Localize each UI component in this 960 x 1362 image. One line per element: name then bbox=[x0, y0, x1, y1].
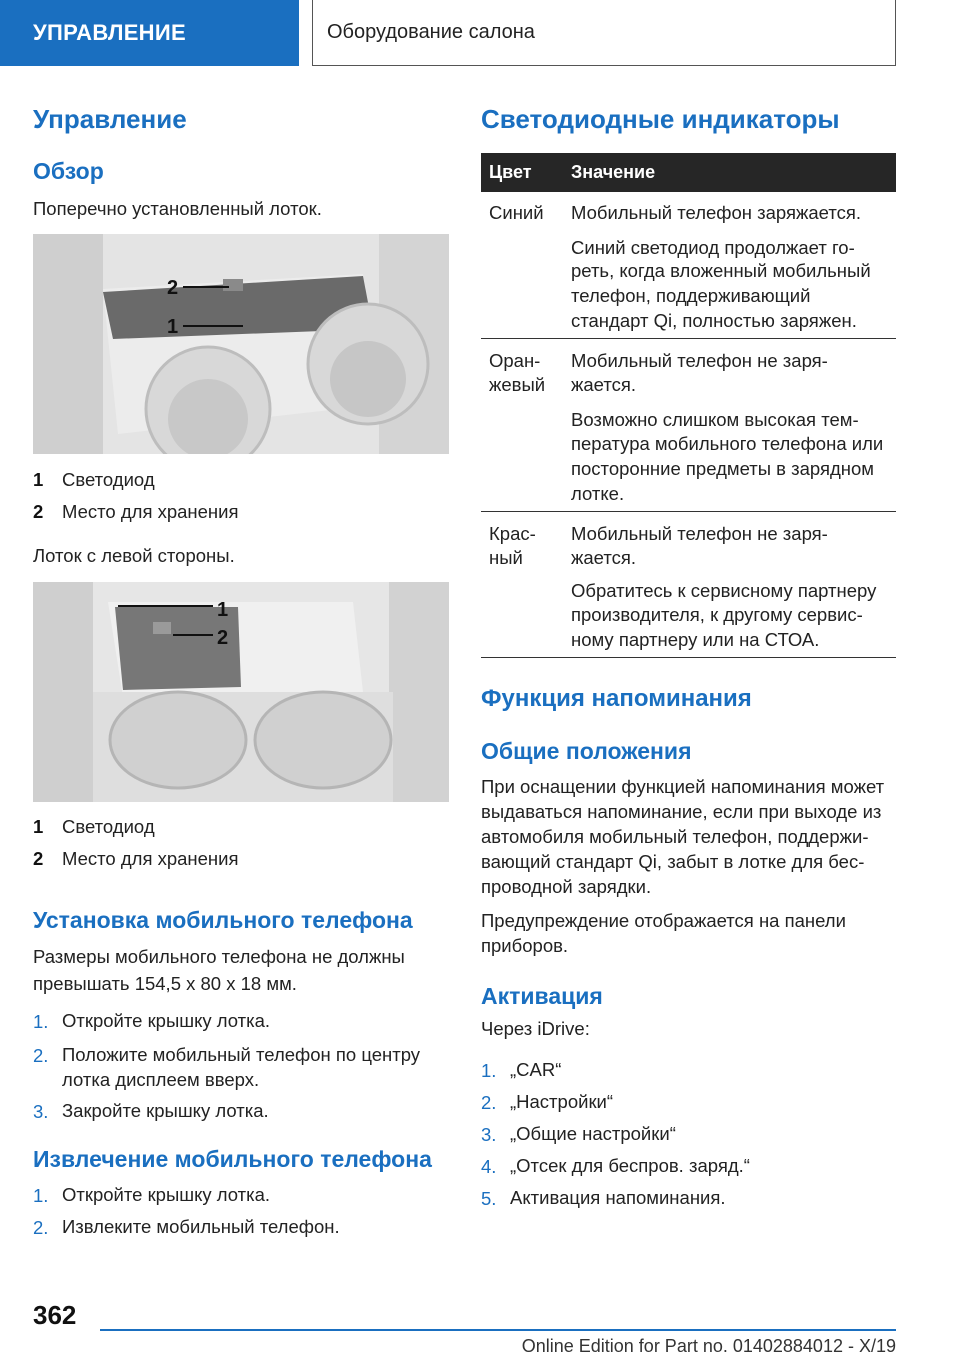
tray-illustration-2 bbox=[33, 582, 449, 802]
heading-general: Общие положения bbox=[481, 738, 692, 764]
row2-meaning-1a: Мобильный телефон не заря- bbox=[571, 350, 828, 371]
row3-meaning-1a: Мобильный телефон не заря- bbox=[571, 523, 828, 544]
fig1-callout-2: 2 bbox=[167, 277, 179, 299]
row-divider bbox=[481, 657, 896, 658]
row2-meaning-2a: Возможно слишком высокая тем- bbox=[571, 409, 859, 430]
heading-install: Установка мобильного телефона bbox=[33, 907, 413, 933]
tray-illustration-1 bbox=[33, 234, 449, 454]
page-number: 362 bbox=[33, 1300, 77, 1330]
remove-step-1: Откройте крышку лотка. bbox=[62, 1184, 271, 1205]
legend1-text-2: Место для хранения bbox=[62, 501, 239, 522]
fig2-callout-1: 1 bbox=[217, 599, 229, 621]
heading-reminder: Функция напоминания bbox=[481, 685, 752, 712]
overview-intro: Поперечно установленный лоток. bbox=[33, 198, 322, 219]
general-line-4: вающий стандарт Qi, забыт в лотке для бес- bbox=[481, 851, 865, 872]
activation-step-3: „Общие настройки“ bbox=[510, 1123, 676, 1144]
legend1-num-2: 2 bbox=[33, 501, 44, 522]
heading-management: Управление bbox=[33, 104, 187, 134]
row-divider bbox=[481, 338, 896, 339]
activation-step-num-3: 3. bbox=[481, 1124, 497, 1145]
row2-meaning-2c: посторонние предметы в зарядном bbox=[571, 458, 875, 479]
install-text-1: Размеры мобильного телефона не должны bbox=[33, 946, 405, 967]
row1-color: Синий bbox=[489, 202, 544, 223]
row3-color-b: ный bbox=[489, 547, 523, 568]
row3-meaning-2b: производителя, к другому сервис- bbox=[571, 604, 863, 625]
fig2-callout-2: 2 bbox=[217, 627, 229, 649]
activation-step-1: „CAR“ bbox=[510, 1059, 562, 1080]
overview-intro-left: Лоток с левой стороны. bbox=[33, 545, 235, 566]
warn-line-2: приборов. bbox=[481, 935, 569, 956]
col-color-header: Цвет bbox=[489, 162, 532, 182]
row-divider bbox=[481, 511, 896, 512]
row2-color-b: жевый bbox=[489, 374, 546, 395]
row1-meaning-2b: реть, когда вложенный мобильный bbox=[571, 260, 871, 281]
legend2-text-1: Светодиод bbox=[62, 816, 155, 837]
general-line-5: проводной зарядки. bbox=[481, 876, 652, 897]
install-step-1: Откройте крышку лотка. bbox=[62, 1010, 271, 1031]
row1-meaning-1: Мобильный телефон заряжается. bbox=[571, 202, 862, 223]
tray-figure-left-side bbox=[33, 582, 449, 802]
install-step-3: Закройте крышку лотка. bbox=[62, 1100, 269, 1121]
install-step-2a: Положите мобильный телефон по центру bbox=[62, 1044, 421, 1065]
general-line-3: автомобиля мобильный телефон, поддержи- bbox=[481, 826, 869, 847]
heading-activation: Активация bbox=[481, 983, 603, 1009]
row3-meaning-2c: ному партнеру или на СТОА. bbox=[571, 629, 820, 650]
row2-color-a: Оран- bbox=[489, 350, 541, 371]
warn-line-1: Предупреждение отображается на панели bbox=[481, 910, 846, 931]
activation-via: Через iDrive: bbox=[481, 1018, 590, 1039]
tray-figure-transverse bbox=[33, 234, 449, 454]
heading-led-indicators: Светодиодные индикаторы bbox=[481, 104, 840, 134]
activation-step-5: Активация напоминания. bbox=[510, 1187, 726, 1208]
row3-meaning-2a: Обратитесь к сервисному партнеру bbox=[571, 580, 877, 601]
install-text-2: превышать 154,5 x 80 x 18 мм. bbox=[33, 973, 297, 994]
row1-meaning-2c: телефон, поддерживающий bbox=[571, 285, 811, 306]
section-tab[interactable]: УПРАВЛЕНИЕ bbox=[0, 0, 299, 66]
row1-meaning-2a: Синий светодиод продолжает го- bbox=[571, 237, 855, 258]
footer-edition: Online Edition for Part no. 01402884012 - X/19 bbox=[521, 1336, 896, 1356]
row2-meaning-2b: пература мобильного телефона или bbox=[571, 433, 884, 454]
general-line-1: При оснащении функцией напоминания может bbox=[481, 776, 885, 797]
install-step-num-1: 1. bbox=[33, 1011, 49, 1032]
install-step-num-3: 3. bbox=[33, 1101, 49, 1122]
row3-color-a: Крас- bbox=[489, 523, 536, 544]
activation-step-num-2: 2. bbox=[481, 1092, 497, 1113]
activation-step-num-4: 4. bbox=[481, 1156, 497, 1177]
install-step-2b: лотка дисплеем вверх. bbox=[62, 1069, 260, 1090]
legend2-num-2: 2 bbox=[33, 848, 44, 869]
legend1-text-1: Светодиод bbox=[62, 469, 155, 490]
general-line-2: выдаваться напоминание, если при выходе из bbox=[481, 801, 882, 822]
row2-meaning-1b: жается. bbox=[571, 374, 637, 395]
footer-divider bbox=[100, 1329, 896, 1331]
legend2-text-2: Место для хранения bbox=[62, 848, 239, 869]
fig1-callout-1: 1 bbox=[167, 316, 179, 338]
row3-meaning-1b: жается. bbox=[571, 547, 637, 568]
activation-step-num-5: 5. bbox=[481, 1188, 497, 1209]
activation-step-num-1: 1. bbox=[481, 1060, 497, 1081]
row2-meaning-2d: лотке. bbox=[571, 483, 625, 504]
remove-step-num-1: 1. bbox=[33, 1185, 49, 1206]
remove-step-num-2: 2. bbox=[33, 1217, 49, 1238]
activation-step-2: „Настройки“ bbox=[510, 1091, 614, 1112]
legend2-num-1: 1 bbox=[33, 816, 44, 837]
remove-step-2: Извлеките мобильный телефон. bbox=[62, 1216, 340, 1237]
install-step-num-2: 2. bbox=[33, 1045, 49, 1066]
legend1-num-1: 1 bbox=[33, 469, 44, 490]
row1-meaning-2d: стандарт Qi, полностью заряжен. bbox=[571, 310, 857, 331]
led-table-header bbox=[481, 153, 896, 192]
col-meaning-header: Значение bbox=[571, 162, 656, 182]
activation-step-4: „Отсек для беспров. заряд.“ bbox=[510, 1155, 750, 1176]
heading-overview: Обзор bbox=[33, 158, 104, 184]
section-title: Оборудование салона bbox=[312, 0, 896, 66]
heading-remove: Извлечение мобильного телефона bbox=[33, 1146, 432, 1172]
